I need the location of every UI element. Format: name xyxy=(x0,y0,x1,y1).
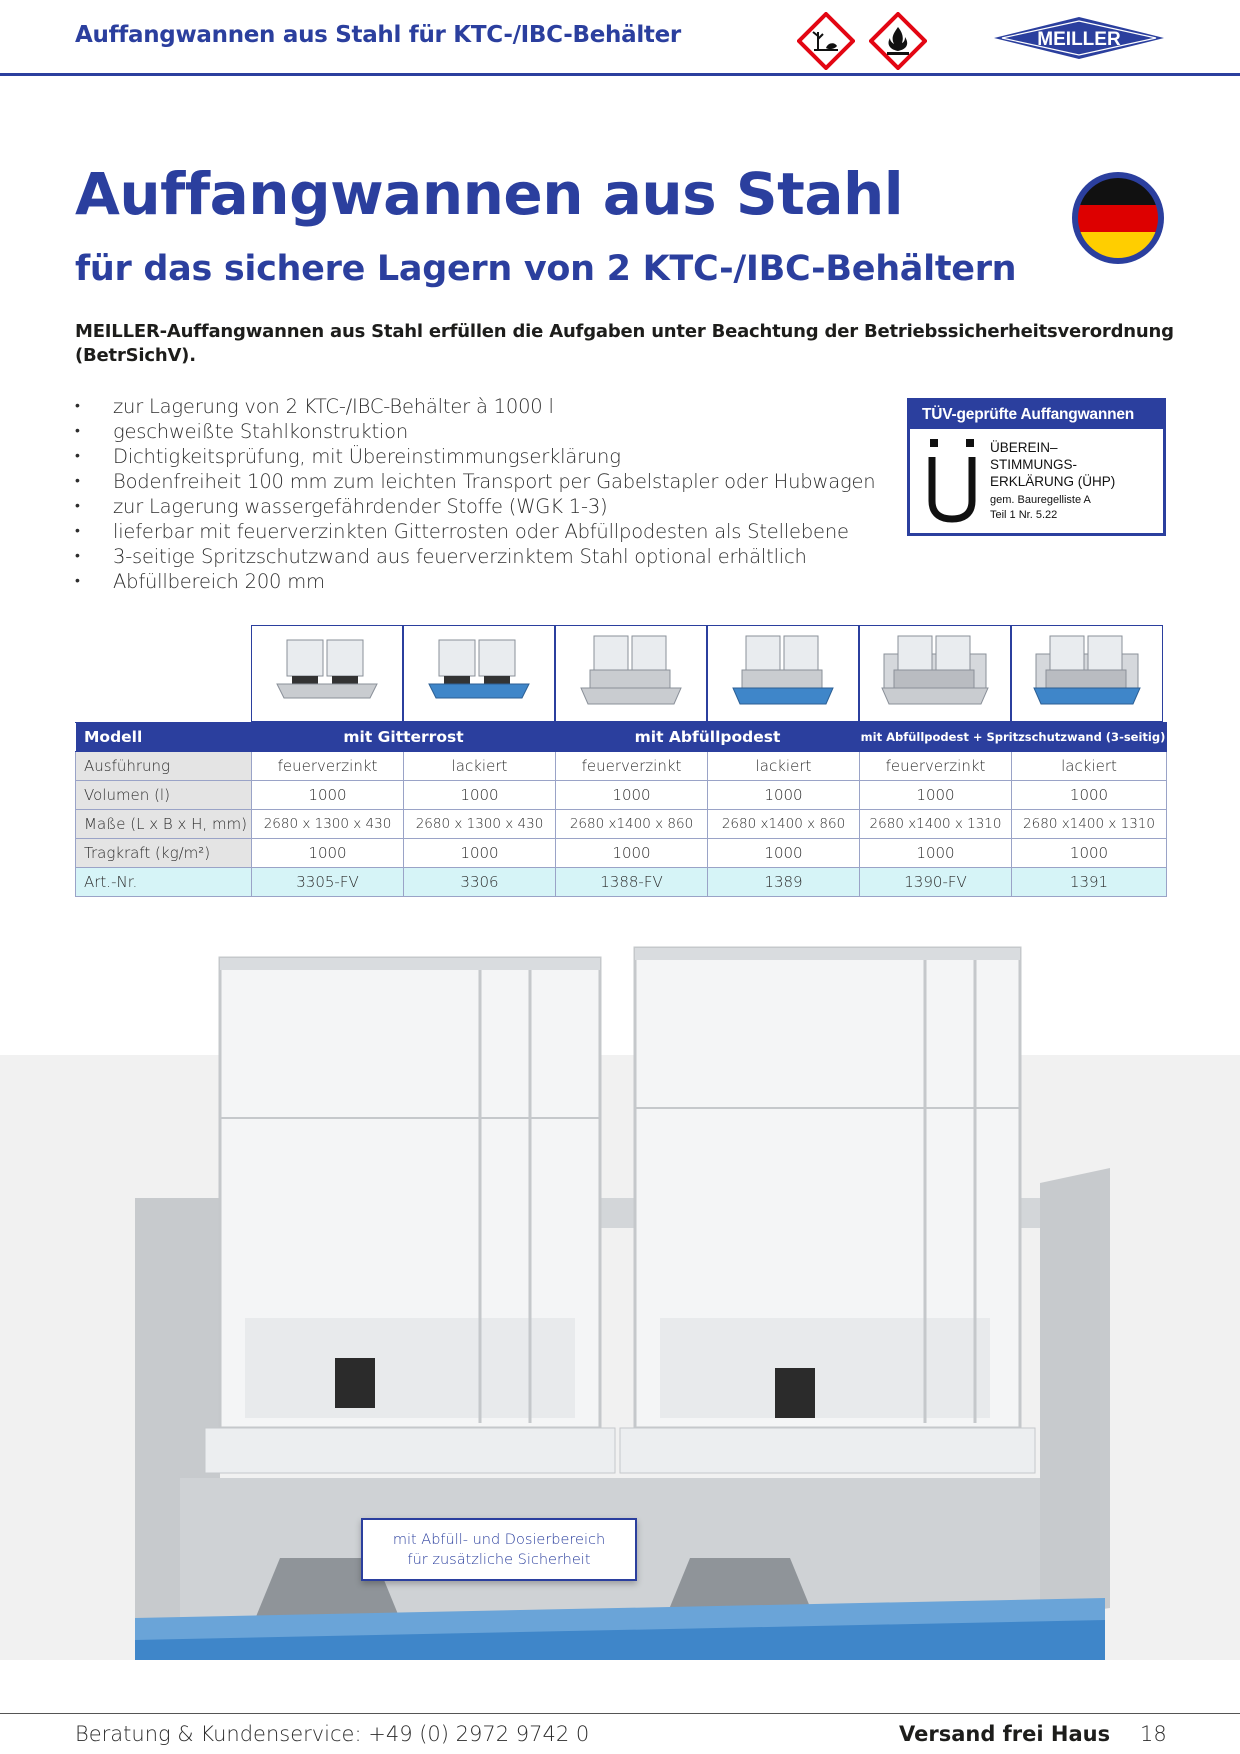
tuev-line: STIMMUNGS- xyxy=(990,457,1077,472)
meiller-logo xyxy=(993,16,1165,60)
header-group-gitterrost: mit Gitterrost xyxy=(252,723,556,752)
table-cell: lackiert xyxy=(404,752,556,781)
table-cell: 1000 xyxy=(1012,781,1167,810)
table-cell: 1000 xyxy=(860,839,1012,868)
footer-divider xyxy=(0,1713,1240,1714)
table-cell: 2680 x 1300 x 430 xyxy=(252,810,404,839)
table-cell: feuerverzinkt xyxy=(556,752,708,781)
table-cell: lackiert xyxy=(1012,752,1167,781)
product-image-3306 xyxy=(403,625,555,722)
table-cell: 2680 x 1300 x 430 xyxy=(404,810,556,839)
row-label: Art.-Nr. xyxy=(76,868,252,897)
header-title: Auffangwannen aus Stahl für KTC-/IBC-Behälter xyxy=(75,22,681,48)
feature-item: • 3-seitige Spritzschutzwand aus feuerverzinktem Stahl optional erhältlich xyxy=(75,544,875,569)
feature-item: • Abfüllbereich 200 mm xyxy=(75,569,875,594)
table-cell: 2680 x1400 x 860 xyxy=(556,810,708,839)
table-cell: 1000 xyxy=(860,781,1012,810)
table-cell: 3305-FV xyxy=(252,868,404,897)
product-image-1390-fv xyxy=(859,625,1011,722)
tuev-line: gem. Bauregelliste A xyxy=(990,494,1091,506)
table-cell: 1390-FV xyxy=(860,868,1012,897)
table-cell: 1000 xyxy=(1012,839,1167,868)
table-cell: 1000 xyxy=(252,839,404,868)
table-cell: 2680 x1400 x 1310 xyxy=(860,810,1012,839)
table-cell: 1000 xyxy=(404,781,556,810)
table-cell: feuerverzinkt xyxy=(252,752,404,781)
page-title: Auffangwannen aus Stahl xyxy=(75,160,904,228)
tuev-line: ERKLÄRUNG (ÜHP) xyxy=(990,474,1116,489)
table-cell: 1391 xyxy=(1012,868,1167,897)
row-label: Maße (L x B x H, mm) xyxy=(76,810,252,839)
feature-item: • lieferbar mit feuerverzinkten Gitterrosten oder Abfüllpodesten als Stellebene xyxy=(75,519,875,544)
feature-list xyxy=(75,394,875,594)
table-cell: 2680 x1400 x 1310 xyxy=(1012,810,1167,839)
footer-shipping: Versand frei Haus xyxy=(899,1722,1111,1746)
product-image-3305-fv xyxy=(251,625,403,722)
intro-text: MEILLER-Auffangwannen aus Stahl erfüllen die Aufgaben unter Beachtung der Betriebssicherheitsverordnung (BetrSichV). xyxy=(75,321,1174,366)
logo-text: MEILLER xyxy=(1037,29,1121,50)
table-cell: 3306 xyxy=(404,868,556,897)
table-cell: 1000 xyxy=(556,839,708,868)
tuev-line: Teil 1 Nr. 5.22 xyxy=(990,509,1058,521)
tuev-line: ÜBEREIN– xyxy=(990,440,1058,455)
feature-item: • zur Lagerung wassergefährdender Stoffe (WGK 1-3) xyxy=(75,494,875,519)
table-cell: 1000 xyxy=(556,781,708,810)
header-group-spritzschutz: mit Abfüllpodest + Spritzschutzwand (3-seitig) xyxy=(860,723,1167,752)
callout-box xyxy=(361,1518,637,1581)
feature-item: • Bodenfreiheit 100 mm zum leichten Transport per Gabelstapler oder Hubwagen xyxy=(75,469,875,494)
row-label: Tragkraft (kg/m²) xyxy=(76,839,252,868)
page-number: 18 xyxy=(1140,1722,1167,1746)
tuev-subtext xyxy=(990,493,1091,523)
spec-table xyxy=(75,722,1167,897)
header-model: Modell xyxy=(76,723,252,752)
environment-hazard-icon xyxy=(797,12,855,70)
tuev-badge xyxy=(907,398,1166,536)
product-image-1391 xyxy=(1011,625,1163,722)
table-cell: 1000 xyxy=(404,839,556,868)
header-bar xyxy=(0,0,1240,76)
header-group-abfuellpodest: mit Abfüllpodest xyxy=(556,723,860,752)
feature-item: • Dichtigkeitsprüfung, mit Übereinstimmungserklärung xyxy=(75,444,875,469)
callout-line: für zusätzliche Sicherheit xyxy=(407,1552,591,1568)
table-cell: 2680 x1400 x 860 xyxy=(708,810,860,839)
row-label: Volumen (l) xyxy=(76,781,252,810)
table-cell: 1000 xyxy=(708,839,860,868)
feature-item: • geschweißte Stahlkonstruktion xyxy=(75,419,875,444)
table-cell: lackiert xyxy=(708,752,860,781)
callout-line: mit Abfüll- und Dosierbereich xyxy=(392,1532,606,1548)
table-cell: 1388-FV xyxy=(556,868,708,897)
table-header-row xyxy=(76,723,1167,752)
product-image-1389 xyxy=(707,625,859,722)
footer-service: Beratung & Kundenservice: +49 (0) 2972 9742 0 xyxy=(75,1722,590,1746)
page-subtitle: für das sichere Lagern von 2 KTC-/IBC-Behältern xyxy=(75,249,1017,289)
table-row xyxy=(76,868,1167,897)
tuev-header: TÜV-geprüfte Auffangwannen xyxy=(910,401,1163,429)
table-cell: 1000 xyxy=(708,781,860,810)
table-cell: 1389 xyxy=(708,868,860,897)
feature-item: • zur Lagerung von 2 KTC-/IBC-Behälter à 1000 l xyxy=(75,394,875,419)
flammable-icon xyxy=(869,12,927,70)
germany-flag-icon xyxy=(1070,170,1166,266)
row-label: Ausführung xyxy=(76,752,252,781)
tuev-text xyxy=(990,439,1115,490)
table-cell: 1000 xyxy=(252,781,404,810)
table-row xyxy=(76,810,1167,839)
product-image-1388-fv xyxy=(555,625,707,722)
table-row xyxy=(76,839,1167,868)
table-row xyxy=(76,752,1167,781)
u-mark-icon xyxy=(922,439,982,523)
table-row xyxy=(76,781,1167,810)
table-cell: feuerverzinkt xyxy=(860,752,1012,781)
